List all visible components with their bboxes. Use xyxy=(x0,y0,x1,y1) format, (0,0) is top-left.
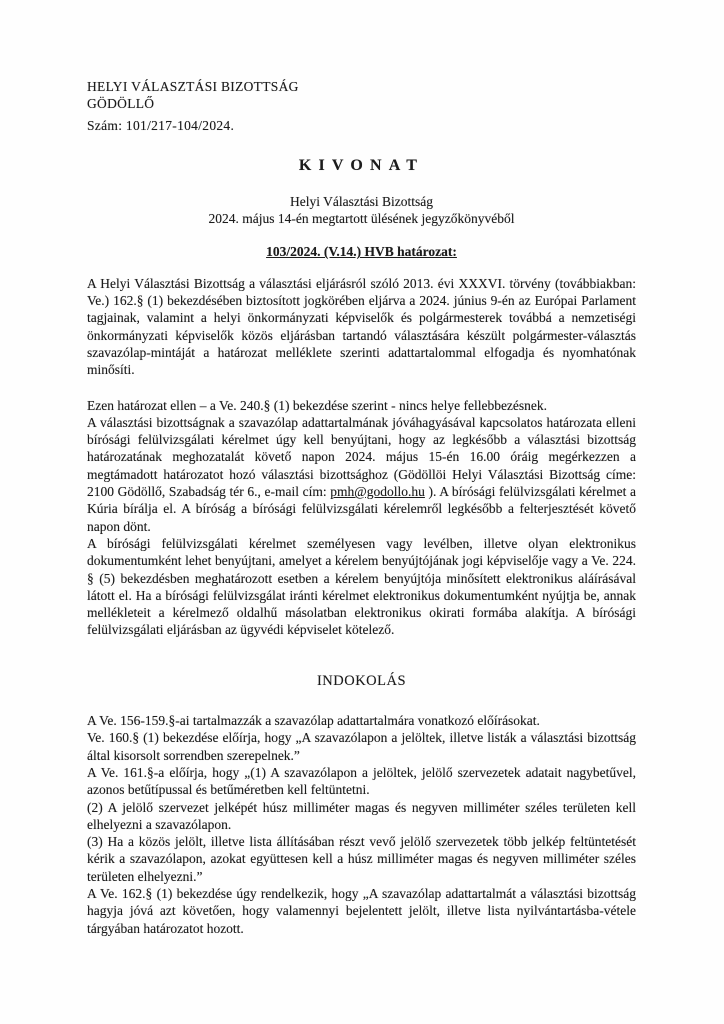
document-subtitle xyxy=(87,193,636,228)
appeal-submission-paragraph: A bírósági felülvizsgálati kérelmet személyesen vagy levélben, illetve olyan elektronikus dokumentumként lehet benyújtani, amelyet a kérelem benyújtójának jogi képviselője vagy a Ve. 224. § (5) bekezdésben meghatározott esetben a kérelem benyújtója minősített elektronikus aláírásával látott el. Ha a bírósági felülvizsgálat iránti kérelmet elektronikus dokumentumként nyújtja be, annak mellékleteit a kérelmező oldalhű másolatban elektronikus okirati formába alakítja. A bírósági felülvizsgálati eljárásban az ügyvédi képviselet kötelező. xyxy=(87,535,636,638)
decision-body-paragraph: A Helyi Választási Bizottság a választási eljárásról szóló 2013. évi XXXVI. törvény (továbbiakban: Ve.) 162.§ (1) bekezdésében biztosított jogkörében eljárva a 2024. június 9-én az Európai Parlament tagjainak, valamint a helyi önkormányzati képviselők és polgármesterek továbbá a nemzetiségi önkormányzati képviselők közös eljárásban tartandó választására készült polgármester-választás szavazólap-mintáját a határozat melléklete szerinti adattartalommal elfogadja és nyomhatónak minősíti. xyxy=(87,275,636,378)
indokolas-heading: INDOKOLÁS xyxy=(316,672,407,689)
indokolas-paragraph: A Ve. 156-159.§-ai tartalmazzák a szavazólap adattartalmára vonatkozó előírásokat. xyxy=(87,713,540,729)
indokolas-section xyxy=(87,712,636,937)
indokolas-paragraph: (2) A jelölő szervezet jelképét húsz milliméter magas és negyven milliméter széles területen kell elhelyezni a szavazólapon. xyxy=(87,799,636,832)
indokolas-paragraph: (3) Ha a közös jelölt, illetve lista állításában részt vevő jelölő szervezetek több jelkép feltüntetését kérik a szavazólapon, azokat együttesen kell a húsz milliméter magas és negyven milliméter széles területen elhelyezni.” xyxy=(87,834,636,884)
indokolas-paragraph: A Ve. 162.§ (1) bekezdése úgy rendelkezik, hogy „A szavazólap adattartalmát a választási bizottság hagyja jóvá azt követően, hogy valamennyi bejelentett jelölt, illetve lista nyilvántartásba-vétele tárgyában határozatot hozott. xyxy=(87,885,636,936)
subtitle-session-date: 2024. május 14-én megtartott ülésének jegyzőkönyvéből xyxy=(208,211,515,227)
document-title: KIVONAT xyxy=(298,156,425,174)
email-link[interactable]: pmh@godollo.hu xyxy=(330,484,425,500)
letterhead xyxy=(87,78,636,134)
appeal-deadline-text-post: ). A bírósági felülvizsgálati kérelmet a Kúria bírálja el. A bíróság a bírósági felülvizsgálati kérelemről legkésőbb a felterjesztését követő napon dönt. xyxy=(87,484,636,534)
no-appeal-line: Ezen határozat ellen – a Ve. 240.§ (1) bekezdése szerint - nincs helye fellebbezésnek. xyxy=(87,397,548,413)
appeal-section xyxy=(87,397,636,639)
committee-city: GÖDÖLLŐ xyxy=(87,96,155,112)
indokolas-paragraph: Ve. 160.§ (1) bekezdése előírja, hogy „A szavazólapon a jelöltek, illetve listák a választási bizottság által kisorsolt sorrendben szerepelnek.” xyxy=(87,730,636,763)
appeal-deadline-paragraph xyxy=(87,414,636,535)
case-number: Szám: 101/217-104/2024. xyxy=(87,117,235,133)
decision-body-section xyxy=(87,275,636,379)
committee-name: HELYI VÁLASZTÁSI BIZOTTSÁG xyxy=(87,79,299,94)
decision-heading: 103/2024. (V.14.) HVB határozat: xyxy=(266,244,457,260)
indokolas-paragraph: A Ve. 161.§-a előírja, hogy „(1) A szavazólapon a jelöltek, jelölő szervezetek adatait nagybetűvel, azonos betűtípussal és betűméretben kell feltüntetni. xyxy=(87,764,636,798)
subtitle-committee: Helyi Választási Bizottság xyxy=(290,193,433,209)
appeal-deadline-text-pre: A választási bizottságnak a szavazólap adattartalmának jóváhagyásával kapcsolatos határozata elleni bírósági felülvizsgálati kérelmet úgy kell benyújtani, hogy az legkésőbb a választási bizottság határozatának meghozatalát követő napon 2024. május 15-én 16.00 óráig megérkezzen a megtámadott határozatot hozó választási bizottsághoz (Gödöllöi Helyi Választási Bizottság címe: 2100 Gödöllő, Szabadság tér 6., e-mail cím: xyxy=(87,414,636,500)
